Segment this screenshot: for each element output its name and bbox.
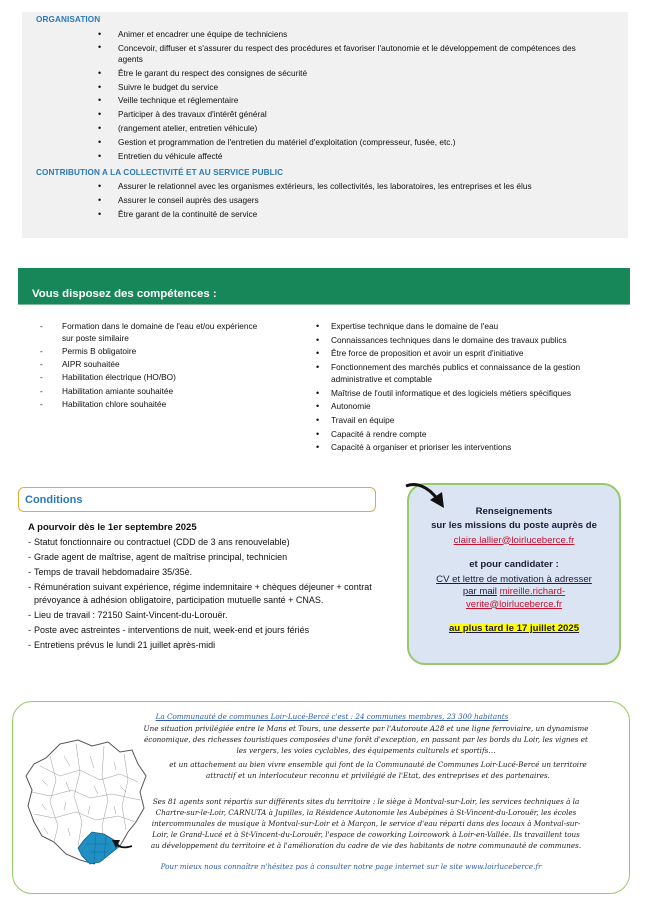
text-line: attractif et un interlocuteur reconnu et privilégié de l'Etat, des entreprises et des partenaires. [206, 770, 550, 780]
list-item: - Entretiens prévus le lundi 21 juillet après-midi [28, 639, 378, 652]
list-item: • Capacité à organiser et prioriser les interventions [316, 442, 616, 454]
list-item: • Maîtrise de l'outil informatique et des logiciels métiers spécifiques [316, 388, 616, 400]
community-paragraph [108, 797, 624, 852]
list-item: • Participer à des travaux d'intérêt général [98, 108, 578, 122]
email-link-missions[interactable]: claire.lallier@loirluceberce.fr [453, 534, 575, 546]
community-headline: La Communauté de communes Loir-Lucé-Bercé c'est : 24 communes membres, 23 300 habitants [155, 712, 509, 721]
list-item: - Habilitation électrique (HO/BO) [40, 372, 270, 384]
contact-title: Renseignements [475, 506, 553, 517]
community-paragraph [132, 760, 624, 782]
list-item: • Connaissances techniques dans le domaine des travaux publics [316, 335, 616, 347]
contact-line: sur les missions du poste auprès de [431, 520, 597, 532]
list-item: • Entretien du véhicule affecté [98, 150, 578, 164]
list-item: - Statut fonctionnaire ou contractuel (CDD de 3 ans renouvelable) [28, 536, 378, 549]
list-item: • Animer et encadrer une équipe de techniciens [98, 28, 578, 42]
text-line: Chartre-sur-le-Loir, CARNUTA à Jupilles, la Résidence Autonomie les Aubépines à St-Vincent-du-Lorouër, les écoles [155, 807, 577, 817]
list-item: - Lieu de travail : 72150 Saint-Vincent-du-Lorouër. [28, 609, 378, 622]
list-item: - Habilitation chlore souhaitée [40, 399, 270, 411]
contact-line: et pour candidater : [469, 558, 559, 570]
conditions-list [28, 536, 378, 654]
list-item: • Concevoir, diffuser et s'assurer du respect des procédures et favoriser l'autonomie et le développement de compétences des agents [98, 42, 578, 67]
list-item: • Gestion et programmation de l'entretien du matériel d'exploitation (compresseur, fusée, etc.) [98, 136, 578, 150]
competences-right-list [316, 321, 616, 456]
curved-arrow-icon [398, 478, 454, 518]
list-item: - AIPR souhaitée [40, 359, 270, 371]
list-item: • Capacité à rendre compte [316, 429, 616, 441]
list-item: • Suivre le budget du service [98, 81, 578, 95]
list-item: - Grade agent de maîtrise, agent de maîtrise principal, technicien [28, 551, 378, 564]
start-date: A pourvoir dès le 1er septembre 2025 [28, 522, 197, 533]
list-item: - Formation dans le domaine de l'eau et/ou expérience sur poste similaire [40, 321, 270, 344]
conditions-title: Conditions [25, 494, 83, 506]
list-item: - Poste avec astreintes - interventions de nuit, week-end et jours fériés [28, 624, 378, 637]
community-paragraph [108, 724, 624, 757]
deadline: au plus tard le 17 juillet 2025 [448, 623, 580, 635]
list-item: • Veille technique et réglementaire [98, 94, 578, 108]
text-line: Loir, le Grand-Lucé et à St-Vincent-du-Lorouër, l'espace de coworking Loircowork à Loir-en-Vallée. Ils travaillent tous [152, 829, 580, 839]
contribution-list [98, 180, 578, 221]
organisation-title: ORGANISATION [36, 15, 101, 24]
list-item: - Habilitation amiante souhaitée [40, 386, 270, 398]
email-link-application[interactable]: mireille.richard- [499, 586, 566, 598]
divider [18, 304, 630, 305]
text-line: au développement du territoire et à l'amélioration du cadre de vie des habitants de notre communauté de communes. [150, 840, 582, 850]
list-item: • Travail en équipe [316, 415, 616, 427]
list-item: • Expertise technique dans le domaine de l'eau [316, 321, 616, 333]
text-line: Une situation privilégiée entre le Mans et Tours, une desserte par l'Autoroute A28 et une ligne ferroviaire, un dynamisme [143, 724, 589, 733]
competences-left-list [40, 321, 270, 412]
list-item: - Permis B obligatoire [40, 346, 270, 358]
list-item: • Assurer le conseil auprès des usagers [98, 194, 578, 208]
conditions-header [18, 487, 376, 512]
text-line: et un attachement au bien vivre ensemble qui font de la Communauté de Communes Loir-Lucé-Bercé un territoire [169, 760, 587, 769]
list-item: • Autonomie [316, 401, 616, 413]
list-item: • Être force de proposition et avoir un esprit d'initiative [316, 348, 616, 360]
list-item: • Fonctionnement des marchés publics et connaissance de la gestion administrative et comptable [316, 362, 616, 385]
text-line: les vergers, les voies cyclables, des équipements culturels et sportifs… [236, 745, 496, 755]
list-item: - Temps de travail hebdomadaire 35/35è. [28, 566, 378, 579]
list-item: • Être garant de la continuité de service [98, 208, 578, 222]
competences-banner [18, 268, 630, 304]
text-line: intercommunales de musique à Montval-sur-Loir et à Marçon, le service d'eau réparti dans des locaux à Montval-sur- [151, 818, 581, 828]
list-item: • Assurer le relationnel avec les organismes extérieurs, les collectivités, les laboratoires, les entreprises et les élus [98, 180, 578, 194]
website-link[interactable]: Pour mieux nous connaître n'hésitez pas à consulter notre page internet sur le site www.loirluceberce.fr [160, 862, 542, 871]
organisation-list [98, 28, 578, 163]
list-item: - Rémunération suivant expérience, régime indemnitaire + chèques déjeuner + contrat prévoyance à adhésion obligatoire, participation mutuelle santé + CNAS. [28, 581, 378, 606]
contact-line: par mail [462, 586, 497, 598]
text-line: Ses 81 agents sont répartis sur différents sites du territoire : le siège à Montval-sur-Loir, les services techniques à la [152, 797, 580, 806]
list-item: • Être le garant du respect des consignes de sécurité [98, 67, 578, 81]
competences-title: Vous disposez des compétences : [32, 288, 217, 300]
text-line: économique, des richesses touristiques composées d'une forêt d'exception, en passant par les bords du Loir, les vignes et [144, 734, 588, 744]
list-item: • (rangement atelier, entretien véhicule) [98, 122, 578, 136]
contribution-title: CONTRIBUTION A LA COLLECTIVITÉ ET AU SERVICE PUBLIC [36, 168, 284, 177]
contact-line: CV et lettre de motivation à adresser [436, 574, 592, 586]
email-link-application-cont[interactable]: verite@loirluceberce.fr [465, 598, 563, 610]
